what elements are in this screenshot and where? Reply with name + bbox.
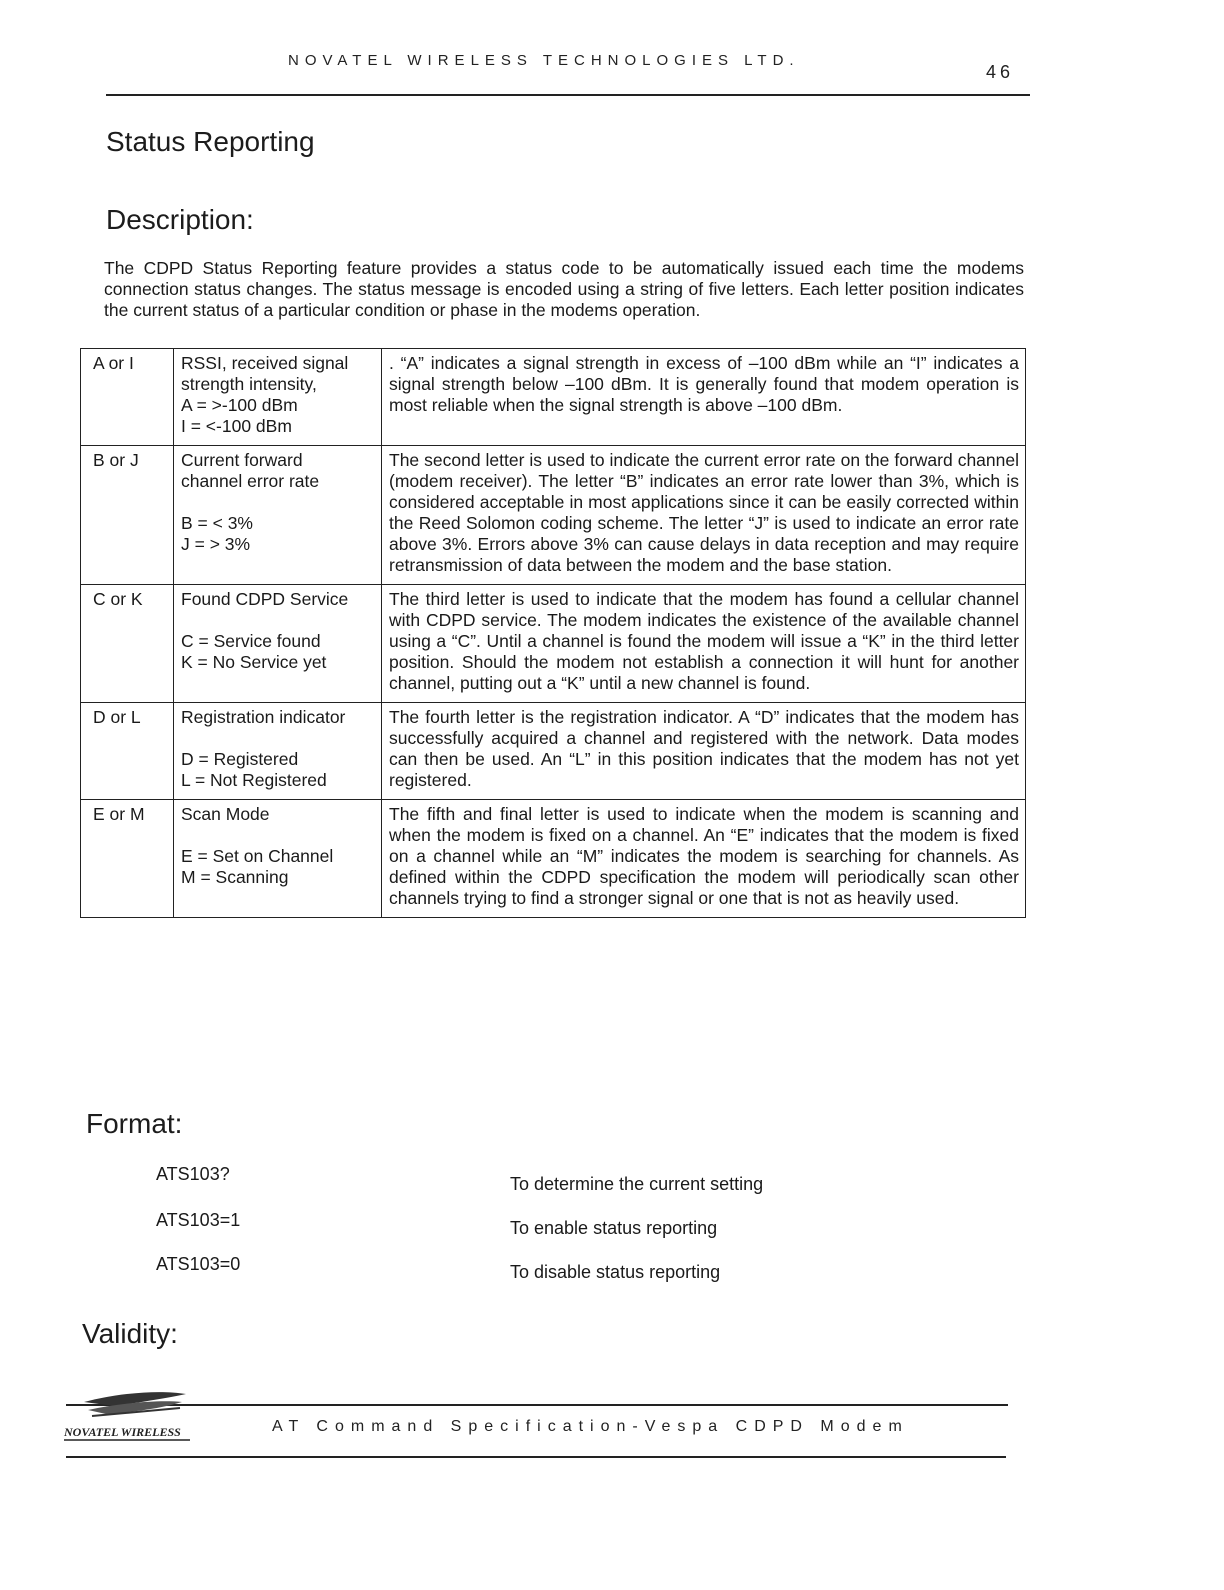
description-text: The CDPD Status Reporting feature provides a status code to be automatically issued each time the modems connection status changes. The status message is encoded using a string of five letters. Each letter position indicates the current status of a particular condition or phase in the modems operation. xyxy=(104,258,1024,320)
status-row xyxy=(81,703,1026,800)
footer-divider-bottom xyxy=(66,1456,1006,1458)
status-parameter-cell xyxy=(174,703,382,800)
status-parameter-line: Found CDPD Service xyxy=(181,589,349,609)
status-parameter-cell xyxy=(174,349,382,446)
status-parameter-line: Scan Mode xyxy=(181,804,270,824)
page-title: Status Reporting xyxy=(106,126,315,157)
status-parameter-line: C = Service found xyxy=(181,631,321,651)
status-parameter-line xyxy=(181,728,375,749)
status-parameter-line: E = Set on Channel xyxy=(181,846,334,866)
novatel-logo xyxy=(62,1388,202,1448)
status-description-cell: The third letter is used to indicate that the modem has found a cellular channel with CDPD service. The modem indicates the existence of the available channel using a “C”. Until a channel is found the modem will issue a “K” in the third letter position. Should the modem not establish a connection it will hunt for another channel, putting out a “K” until a new channel is found. xyxy=(382,585,1026,703)
status-row xyxy=(81,446,1026,585)
header-company-name: NOVATEL WIRELESS TECHNOLOGIES LTD. xyxy=(288,52,800,69)
status-description-cell: . “A” indicates a signal strength in excess of –100 dBm while an “I” indicates a signal strength below –100 dBm. It is generally found that modem operation is most reliable when the signal strength is above –100 dBm. xyxy=(382,349,1026,446)
status-parameter-line: A = >-100 dBm xyxy=(181,395,298,415)
status-description-cell: The second letter is used to indicate the current error rate on the forward channel (modem receiver). The letter “B” indicates an error rate lower than 3%, which is considered acceptable in most applications since it can be easily corrected within the Reed Solomon coding scheme. The letter “J” is used to indicate an error rate above 3%. Errors above 3% can cause delays in data reception and may require retransmission of data between the modem and the base station. xyxy=(382,446,1026,585)
status-parameter-cell xyxy=(174,585,382,703)
status-parameter-line: Registration indicator xyxy=(181,707,346,727)
status-description-cell: The fourth letter is the registration indicator. A “D” indicates that the modem has successfully acquired a channel and registered with the network. Data modes can then be used. An “L” in this position indicates that the modem has not yet registered. xyxy=(382,703,1026,800)
format-description-enable: To enable status reporting xyxy=(510,1218,718,1238)
status-parameter-line: strength intensity, xyxy=(181,374,317,394)
status-parameter-line: RSSI, received signal xyxy=(181,353,349,373)
format-description-disable: To disable status reporting xyxy=(510,1262,721,1282)
status-code-cell: D or L xyxy=(81,703,174,800)
status-parameter-line xyxy=(181,610,375,631)
status-code-cell: C or K xyxy=(81,585,174,703)
format-description-query: To determine the current setting xyxy=(510,1174,764,1194)
status-parameter-cell xyxy=(174,800,382,918)
status-description-cell: The fifth and final letter is used to indicate when the modem is scanning and when the modem is fixed on a channel. An “E” indicates that the modem is fixed on a channel while an “M” indicates the modem is searching for channels. As defined within the CDPD specification the modem will periodically scan other channels trying to find a stronger signal or one that is not as heavily used. xyxy=(382,800,1026,918)
status-parameter-line: B = < 3% xyxy=(181,513,253,533)
status-parameter-line: I = <-100 dBm xyxy=(181,416,292,436)
format-command-enable: ATS103=1 xyxy=(156,1210,241,1230)
description-heading: Description: xyxy=(106,204,254,235)
status-parameter-line: Current forward xyxy=(181,450,303,470)
status-row xyxy=(81,585,1026,703)
status-row xyxy=(81,349,1026,446)
status-parameter-line xyxy=(181,492,375,513)
status-code-cell: B or J xyxy=(81,446,174,585)
status-parameter-cell xyxy=(174,446,382,585)
page-number: 46 xyxy=(986,62,1015,82)
status-parameter-line: channel error rate xyxy=(181,471,320,491)
footer-divider-top xyxy=(66,1404,1008,1406)
status-table xyxy=(80,348,1026,918)
header-divider xyxy=(106,94,1030,96)
format-heading: Format: xyxy=(86,1108,183,1139)
logo-text: NOVATEL WIRELESS xyxy=(64,1425,181,1439)
status-parameter-line: D = Registered xyxy=(181,749,299,769)
status-code-cell: E or M xyxy=(81,800,174,918)
format-command-query: ATS103? xyxy=(156,1164,230,1184)
footer-document-title: AT Command Specification-Vespa CDPD Modem xyxy=(272,1418,909,1435)
status-parameter-line: J = > 3% xyxy=(181,534,251,554)
status-parameter-line: L = Not Registered xyxy=(181,770,327,790)
status-code-cell: A or I xyxy=(81,349,174,446)
status-row xyxy=(81,800,1026,918)
status-parameter-line: M = Scanning xyxy=(181,867,289,887)
status-parameter-line: K = No Service yet xyxy=(181,652,327,672)
status-parameter-line xyxy=(181,825,375,846)
format-command-disable: ATS103=0 xyxy=(156,1254,241,1274)
validity-heading: Validity: xyxy=(82,1318,178,1349)
